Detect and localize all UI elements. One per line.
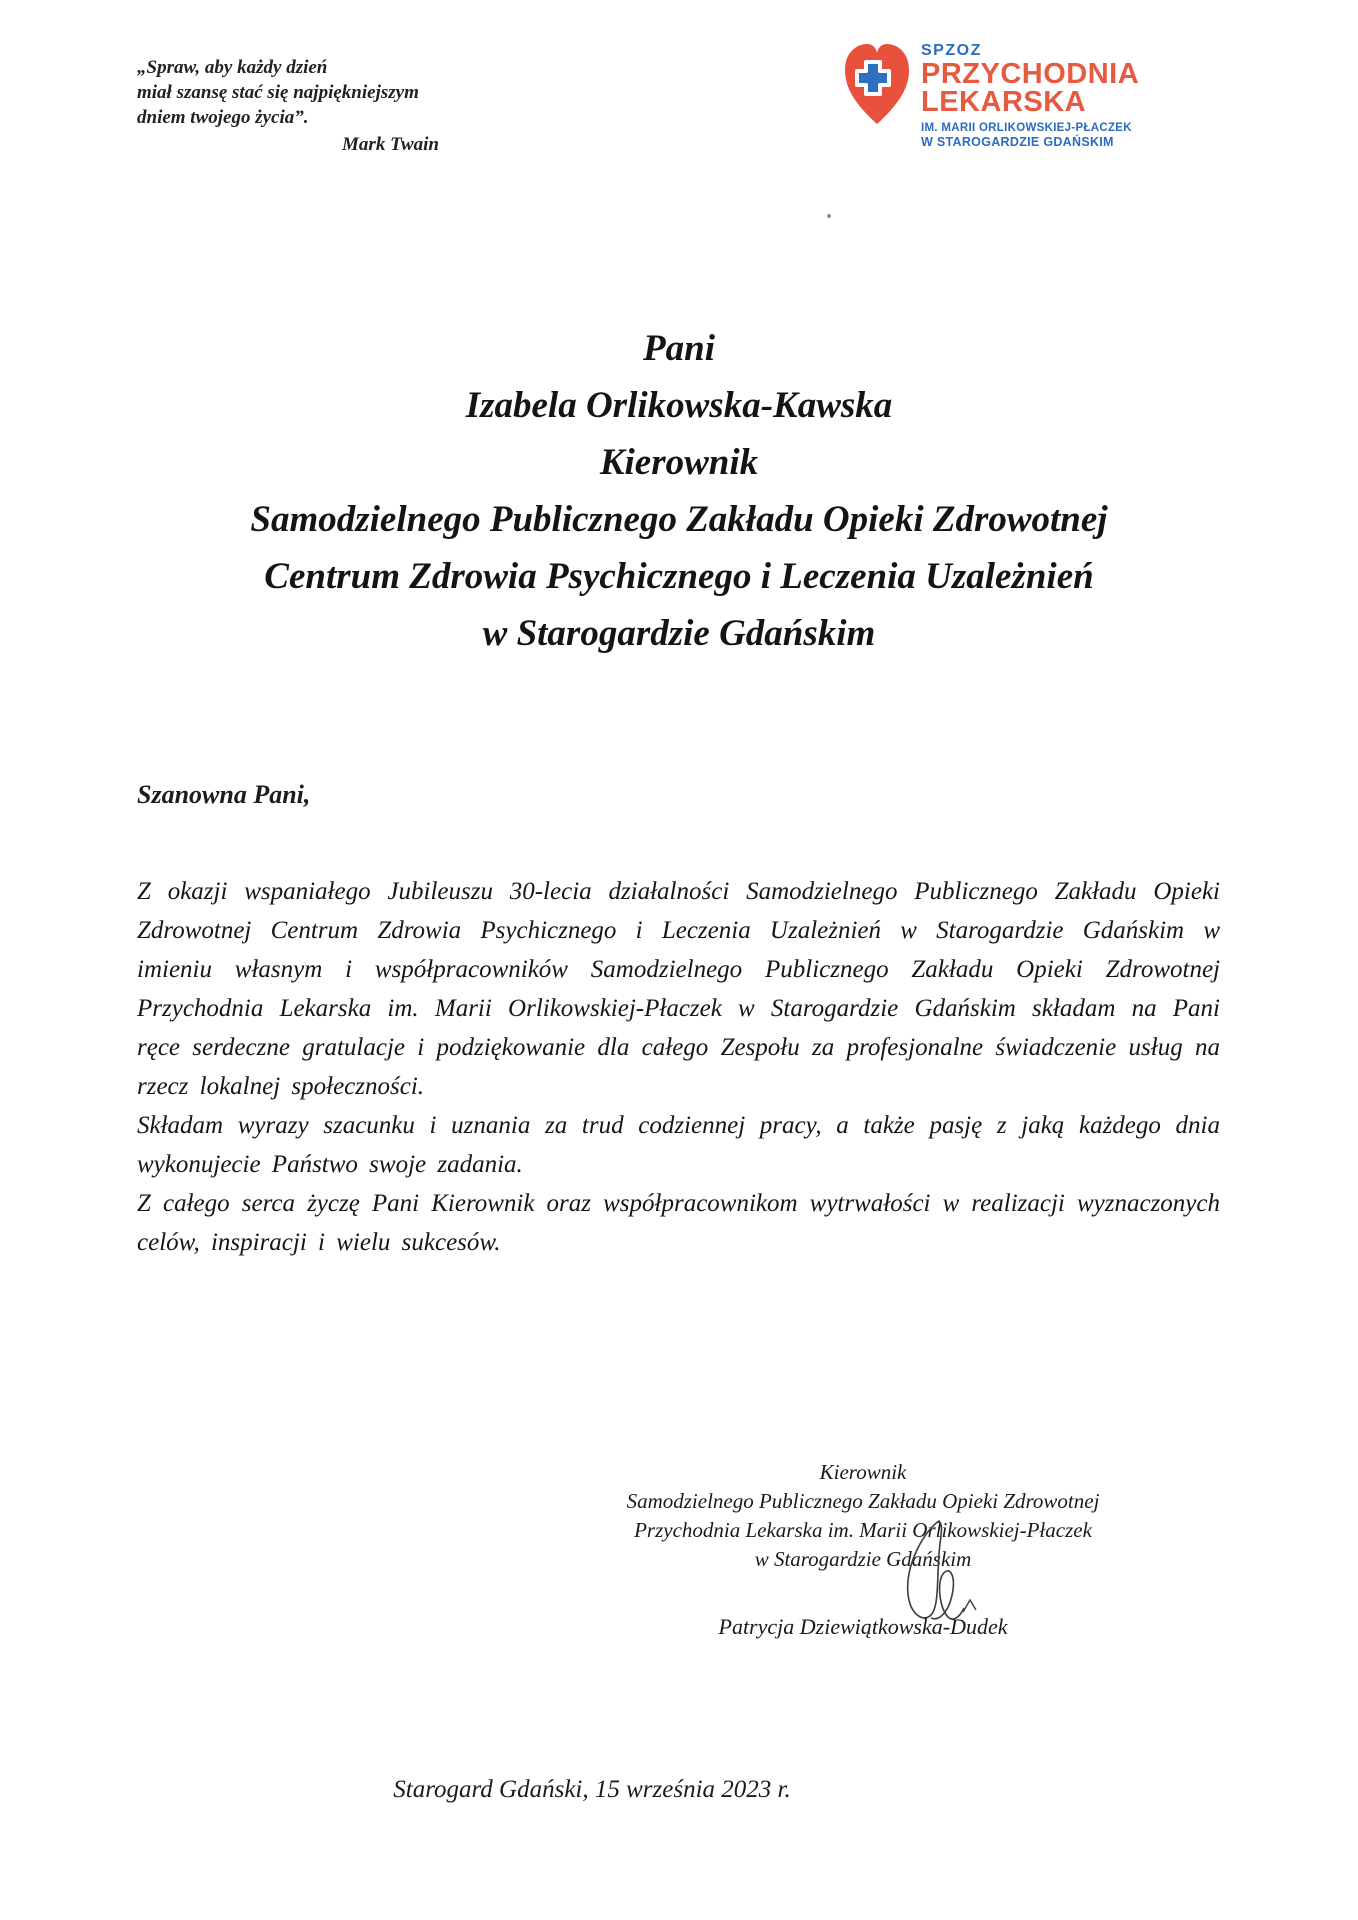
addressee-line-salutation: Pani <box>643 328 715 369</box>
body-paragraph-2: Składam wyrazy szacunku i uznania za trud codziennej pracy, a także pasję z jaką każdego dnia wykonujecie Państwo swoje zadania. <box>137 1112 1220 1178</box>
quote-line-2: miał szansę stać się najpiękniejszym <box>137 82 419 103</box>
logo-sub-line-1: IM. MARII ORLIKOWSKIEJ-PŁACZEK <box>921 122 1132 134</box>
addressee-line-org-2: Centrum Zdrowia Psychicznego i Leczenia Uzależnień <box>264 556 1094 597</box>
addressee-line-title: Kierownik <box>599 442 759 483</box>
handwritten-signature <box>893 1518 1003 1638</box>
signature-name: Patrycja Dziewiątkowska-Dudek <box>718 1614 1008 1639</box>
logo-org-abbr: SPZOZ <box>921 42 982 59</box>
addressee-line-org-1: Samodzielnego Publicznego Zakładu Opieki Zdrowotnej <box>250 499 1108 540</box>
quote-author: Mark Twain <box>342 134 439 155</box>
logo-name-line-2: LEKARSKA <box>921 86 1087 118</box>
scan-artifact-dot <box>827 214 831 218</box>
signature-org-1: Samodzielnego Publicznego Zakładu Opieki Zdrowotnej <box>626 1489 1100 1513</box>
signature-city: w Starogardzie Gdańskim <box>754 1547 972 1571</box>
logo-name-line-1: PRZYCHODNIA <box>921 58 1140 90</box>
body-paragraph-1: Z okazji wspaniałego Jubileuszu 30-lecia działalności Samodzielnego Publicznego Zakładu Opieki Zdrowotnej Centrum Zdrowia Psychicznego i Leczenia Uzależnień w Starogardzie Gdańskim w imieniu własnym i współpracowników Samodzielnego Publicznego Zakładu Opieki Zdrowotnej Przychodnia Lekarska im. Marii Orlikowskiej-Płaczek w Starogardzie Gdańskim składam na Pani ręce serdeczne gratulacje i podziękowanie dla całego Zespołu za profesjonalne świadczenie usług na rzecz lokalnej społeczności. <box>137 878 1220 1100</box>
clinic-logo-text <box>921 40 1139 149</box>
quote-line-1: „Spraw, aby każdy dzień <box>137 57 328 78</box>
addressee-block <box>0 320 1358 662</box>
body-paragraph-3: Z całego serca życzę Pani Kierownik oraz współpracownikom wytrwałości w realizacji wyznaczonych celów, inspiracji i wielu sukcesów. <box>137 1190 1220 1256</box>
letter-salutation: Szanowna Pani, <box>137 780 311 809</box>
clinic-logo <box>843 40 1139 149</box>
logo-sub-line-2: W STAROGARDZIE GDAŃSKIM <box>921 135 1114 149</box>
addressee-line-city: w Starogardzie Gdańskim <box>482 613 876 654</box>
signature-block <box>553 1458 1173 1641</box>
quote-block <box>137 55 457 157</box>
signature-org-2: Przychodnia Lekarska im. Marii Orlikowskiej-Płaczek <box>634 1518 1092 1542</box>
heart-cross-icon <box>843 40 911 135</box>
date-line: Starogard Gdański, 15 września 2023 r. <box>393 1776 791 1803</box>
signature-title: Kierownik <box>819 1460 907 1484</box>
quote-line-3: dniem twojego życia”. <box>137 107 309 128</box>
letter-body <box>137 872 1220 1262</box>
addressee-line-name: Izabela Orlikowska-Kawska <box>465 385 893 426</box>
